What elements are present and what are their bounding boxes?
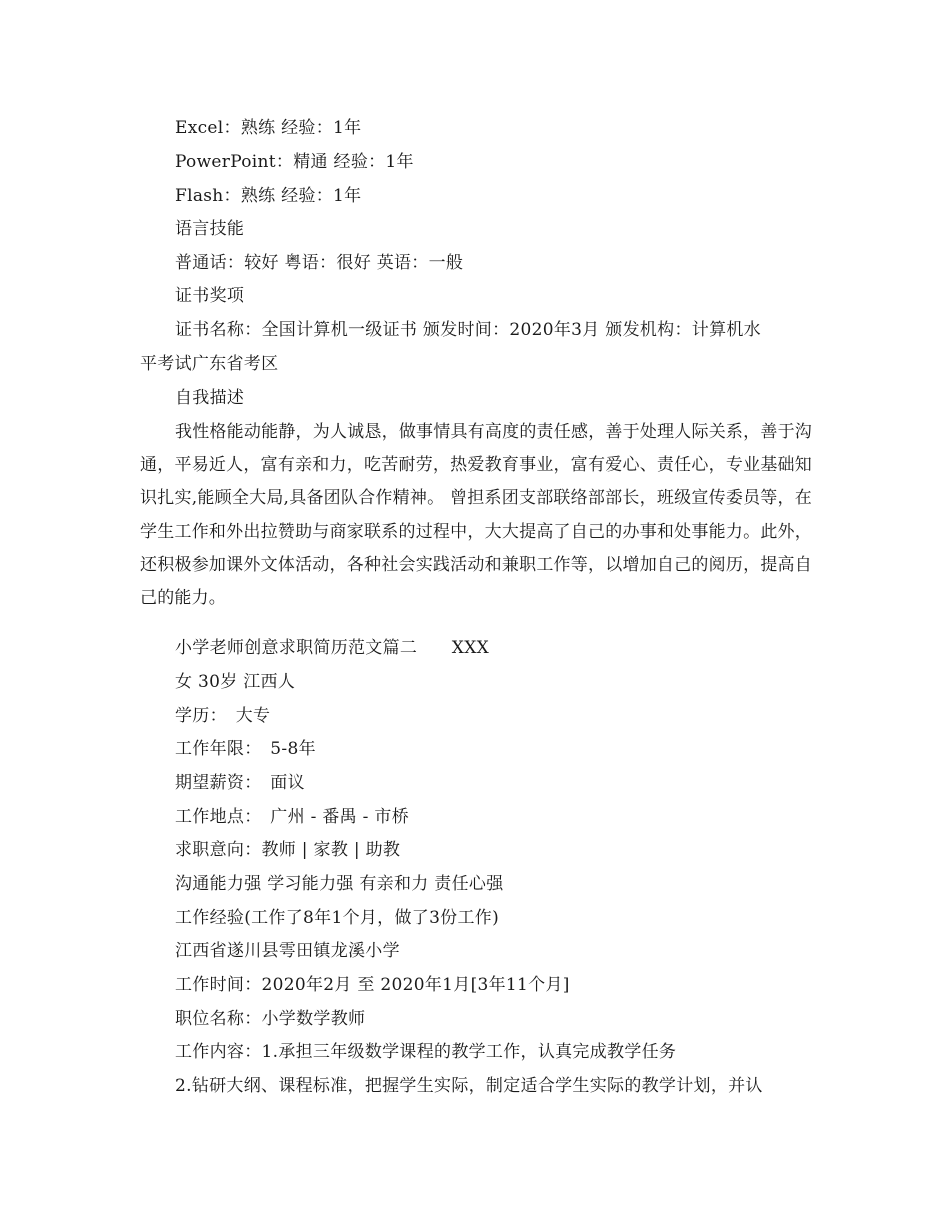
document-page	[0, 112, 950, 1112]
resume2-location: 工作地点： 广州 - 番禺 - 市桥	[175, 807, 410, 827]
resume2-strengths: 沟通能力强 学习能力强 有亲和力 责任心强	[175, 874, 504, 894]
resume2-education: 学历： 大专	[175, 706, 271, 726]
resume2-title: 小学老师创意求职简历范文篇二 XXX	[175, 638, 490, 658]
section-heading-certificates: 证书奖项	[175, 286, 245, 306]
certificate-line-cont: 平考试广东省考区	[140, 354, 279, 374]
skill-flash: Flash：熟练 经验：1年	[175, 186, 362, 206]
section-heading-language: 语言技能	[175, 219, 245, 239]
skill-excel: Excel：熟练 经验：1年	[175, 118, 362, 138]
resume2-salary: 期望薪资： 面议	[175, 773, 305, 793]
resume2-basic-info: 女 30岁 江西人	[175, 672, 296, 692]
section-heading-self-description: 自我描述	[175, 388, 245, 408]
certificate-line: 证书名称：全国计算机一级证书 颁发时间：2020年3月 颁发机构：计算机水	[175, 320, 761, 340]
language-skills: 普通话：较好 粤语：很好 英语：一般	[175, 253, 464, 273]
resume2-work-years: 工作年限： 5-8年	[175, 739, 316, 759]
resume2-intent: 求职意向：教师 | 家教 | 助教	[175, 840, 401, 860]
resume2-work-period: 工作时间：2020年2月 至 2020年1月[3年11个月]	[175, 975, 570, 995]
self-description-paragraph: 我性格能动能静，为人诚恳，做事情具有高度的责任感，善于处理人际关系，善于沟通，平易近人，富有亲和力，吃苦耐劳，热爱教育事业，富有爱心、责任心，专业基础知识扎实,能顾全大局,具备团队合作精神。 曾担系团支部联络部部长，班级宣传委员等，在学生工作和外出拉赞助与商家联系的过程中，大大提高了自己的办事和处事能力。此外，还积极参加课外文体活动，各种社会实践活动和兼职工作等，以增加自己的阅历，提高自己的能力。	[140, 422, 812, 609]
resume2-position: 职位名称：小学数学教师	[175, 1009, 366, 1029]
resume2-duties-2: 2.钻研大纲、课程标准，把握学生实际，制定适合学生实际的教学计划，并认	[175, 1076, 763, 1096]
resume2-experience-heading: 工作经验(工作了8年1个月，做了3份工作)	[175, 908, 500, 928]
skill-powerpoint: PowerPoint：精通 经验：1年	[175, 152, 414, 172]
resume2-duties-1: 工作内容：1.承担三年级数学课程的教学工作，认真完成教学任务	[175, 1042, 677, 1062]
resume2-employer: 江西省遂川县雩田镇龙溪小学	[175, 941, 400, 961]
